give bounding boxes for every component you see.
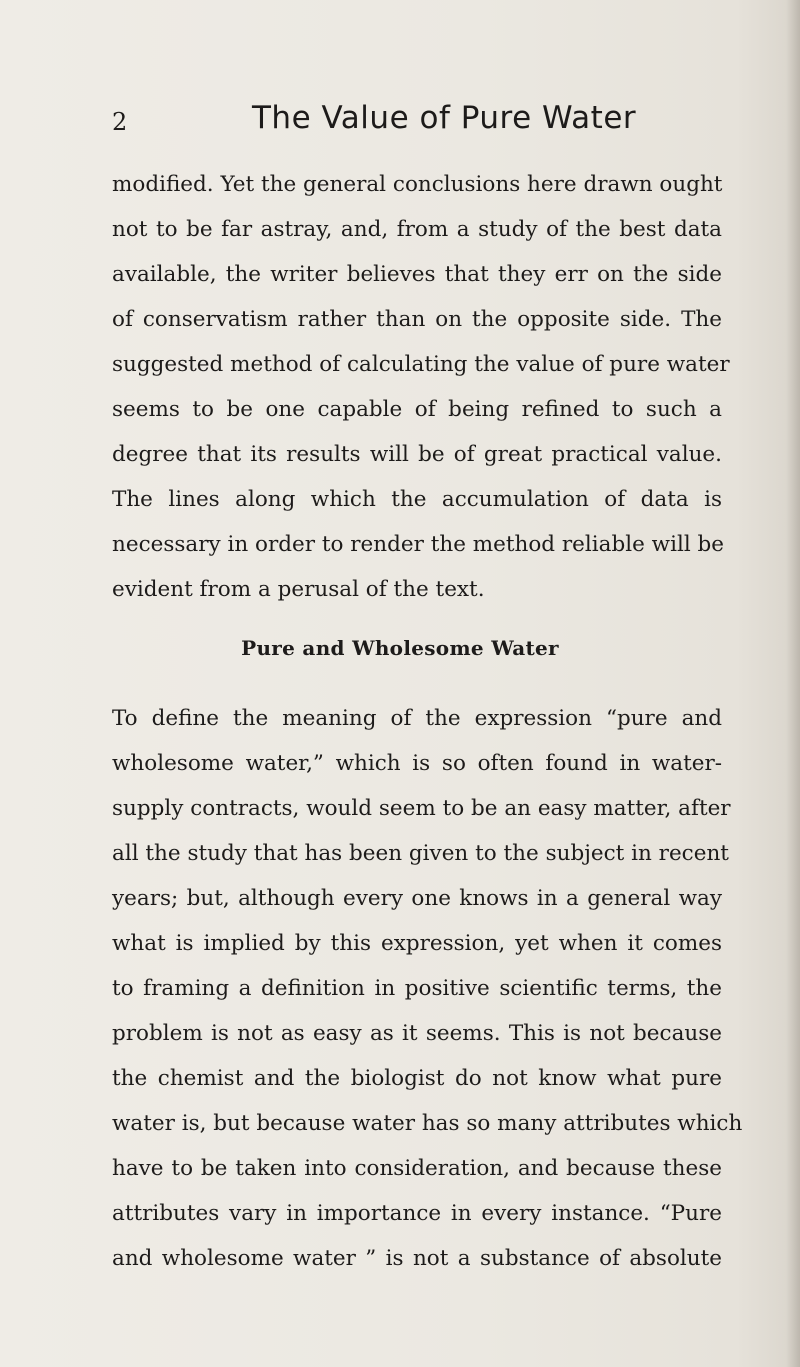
running-title: The Value of Pure Water (252, 100, 637, 136)
text-line: evident from a perusal of the text. (112, 577, 485, 602)
text-line: water is, but because water has so many attributes which (112, 1111, 743, 1136)
page-number: 2 (112, 108, 128, 136)
text-line: of conservatism rather than on the opposite side. The (112, 307, 722, 332)
section-heading: Pure and Wholesome Water (241, 636, 559, 660)
text-line: problem is not as easy as it seems. This is not because (112, 1021, 722, 1046)
text-line: not to be far astray, and, from a study of the best data (112, 217, 722, 242)
text-line: and wholesome water ” is not a substance of absolute (112, 1246, 722, 1271)
paragraph-1 (112, 162, 730, 612)
paragraph-2 (112, 696, 743, 1281)
text-line: the chemist and the biologist do not know what pure (112, 1066, 722, 1091)
text-line: available, the writer believes that they err on the side (112, 262, 722, 287)
text-line: to framing a definition in positive scientific terms, the (112, 976, 722, 1001)
text-line: wholesome water,” which is so often found in water- (112, 751, 722, 776)
text-line: To define the meaning of the expression “pure and (112, 706, 722, 731)
page-edge-shadow (786, 0, 800, 1367)
text-line: have to be taken into consideration, and because these (112, 1156, 722, 1181)
text-line: suggested method of calculating the value of pure water (112, 352, 730, 377)
text-line: years; but, although every one knows in a general way (112, 886, 722, 911)
text-line: The lines along which the accumulation of data is (112, 487, 722, 512)
text-line: modified. Yet the general conclusions here drawn ought (112, 172, 723, 197)
text-line: seems to be one capable of being refined to such a (112, 397, 722, 422)
running-head (112, 100, 672, 150)
text-line: supply contracts, would seem to be an easy matter, after (112, 796, 731, 821)
text-line: degree that its results will be of great practical value. (112, 442, 722, 467)
text-line: all the study that has been given to the subject in recent (112, 841, 729, 866)
text-line: what is implied by this expression, yet when it comes (112, 931, 722, 956)
text-line: necessary in order to render the method reliable will be (112, 532, 725, 557)
text-line: attributes vary in importance in every instance. “Pure (112, 1201, 722, 1226)
